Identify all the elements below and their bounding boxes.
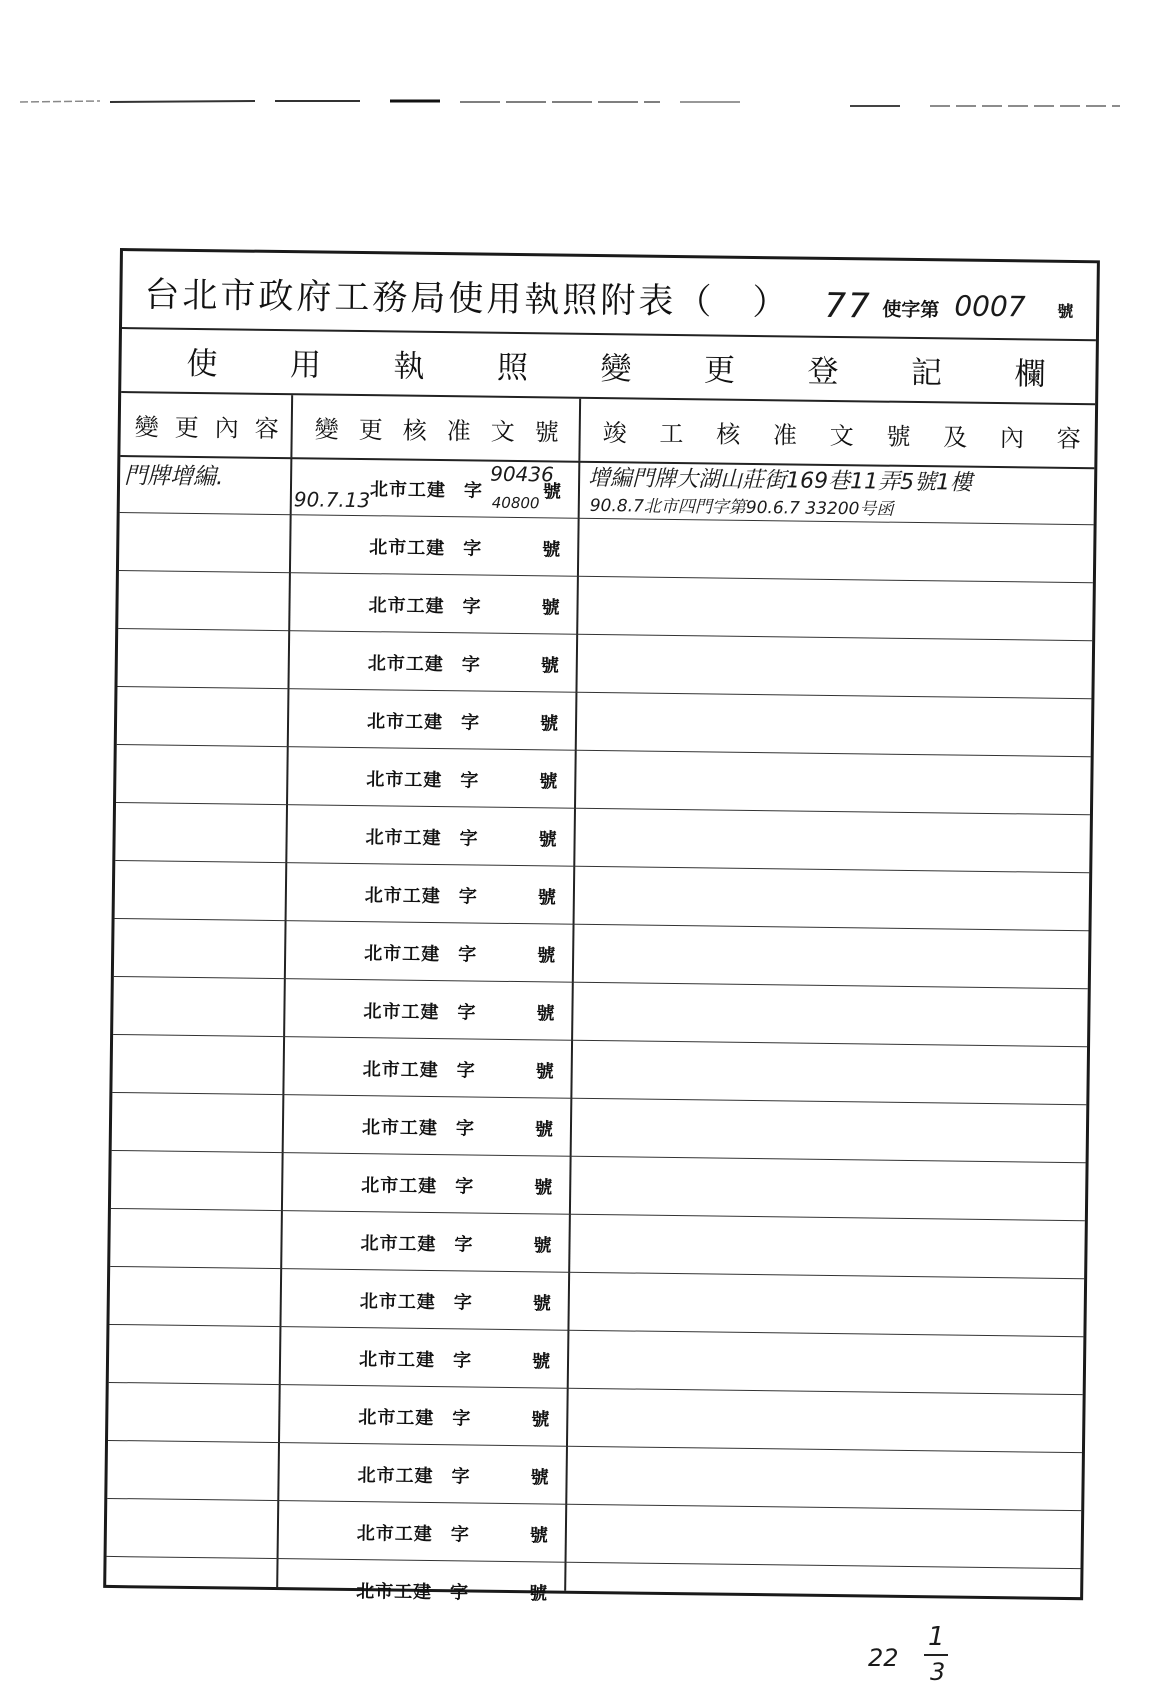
page-fraction-bottom: 3 xyxy=(930,1658,946,1686)
approval-zi: 字 xyxy=(452,1408,471,1430)
approval-prefix: 北市工建 xyxy=(368,595,445,618)
col-header-change xyxy=(120,393,293,457)
completion-cell xyxy=(570,1389,1079,1453)
approval-zi: 字 xyxy=(461,654,480,676)
approval-prefix: 北市工建 xyxy=(357,1465,434,1488)
col-header-char: 變 xyxy=(134,412,159,441)
subtitle-char: 登 xyxy=(807,353,839,390)
approval-hao: 號 xyxy=(534,1177,553,1199)
approval-prefix: 北市工建 xyxy=(366,711,444,734)
scan-top-lines xyxy=(0,98,1152,108)
approval-zi: 字 xyxy=(457,1002,476,1024)
approval-hao: 號 xyxy=(539,771,558,793)
approval-zi: 字 xyxy=(462,596,481,618)
approval-prefix: 北市工建 xyxy=(362,1059,439,1082)
approval-zi: 字 xyxy=(456,1060,475,1082)
approval-prefix: 北市工建 xyxy=(360,1233,437,1256)
approval-prefix: 北市工建 xyxy=(356,1523,433,1546)
approval-cell xyxy=(291,515,578,577)
approval-cell xyxy=(284,1095,571,1157)
col-header-char: 及 xyxy=(943,422,968,452)
col-header-char: 內 xyxy=(999,423,1025,452)
approval-prefix: 北市工建 xyxy=(365,827,442,850)
page-number: 22 xyxy=(868,1644,899,1672)
approval-hao: 號 xyxy=(539,713,559,735)
col-header-approval xyxy=(292,395,581,461)
approval-prefix: 北市工建 xyxy=(366,769,443,792)
approval-cell xyxy=(287,863,574,925)
completion-cell xyxy=(569,1447,1078,1511)
approval-zi: 字 xyxy=(458,944,477,966)
col-header-char: 號 xyxy=(534,417,559,447)
approval-cell xyxy=(282,1211,569,1273)
approval-cell xyxy=(278,1559,565,1621)
approval-cell xyxy=(285,979,572,1041)
approval-zi: 字 xyxy=(460,770,479,792)
approval-hao: 號 xyxy=(537,945,556,967)
completion-cell xyxy=(581,519,1090,583)
completion-line-2: 90.8.7北市四門字第90.6.7 33200号函 xyxy=(589,495,894,520)
approval-cell xyxy=(292,457,579,519)
approval-prefix: 北市工建 xyxy=(361,1175,438,1198)
subtitle-char: 記 xyxy=(910,354,943,391)
completion-cell xyxy=(568,1563,1077,1627)
completion-cell xyxy=(579,693,1088,757)
approval-cell xyxy=(289,631,576,693)
approval-hao: 號 xyxy=(542,539,561,561)
completion-cell xyxy=(576,925,1085,989)
approval-date: 90.7.13 xyxy=(293,487,371,513)
approval-hao: 號 xyxy=(529,1525,548,1547)
completion-cell xyxy=(573,1157,1082,1221)
approval-hao: 號 xyxy=(532,1293,551,1315)
table-body xyxy=(106,455,1094,1605)
approval-cell xyxy=(290,573,577,635)
approval-cell xyxy=(280,1385,567,1447)
col-header-char: 文 xyxy=(829,421,854,450)
completion-line-1: 增編門牌大湖山莊街169巷11弄5號1樓 xyxy=(587,465,973,496)
approval-hao: 號 xyxy=(541,597,560,619)
approval-prefix: 北市工建 xyxy=(369,479,447,502)
col-header-char: 核 xyxy=(716,420,741,449)
col-header-char: 竣 xyxy=(602,418,627,447)
approval-cell xyxy=(283,1153,570,1215)
subtitle-row xyxy=(121,327,1096,405)
subtitle-char: 使 xyxy=(186,345,218,382)
approval-cell xyxy=(279,1443,566,1505)
approval-cell xyxy=(281,1327,568,1389)
completion-cell xyxy=(580,577,1089,641)
subtitle-char: 欄 xyxy=(1014,355,1046,393)
approval-hao: 號 xyxy=(542,481,562,503)
approval-hao: 號 xyxy=(530,1467,549,1489)
completion-cell xyxy=(582,461,1091,525)
permit-suffix: 號 xyxy=(1057,301,1074,321)
approval-cell xyxy=(288,747,575,809)
approval-zi: 字 xyxy=(455,1118,475,1140)
col-header-char: 號 xyxy=(886,422,911,451)
approval-number-top: 90436 xyxy=(490,461,554,487)
page-fraction-top: 1 xyxy=(928,1622,945,1652)
approval-hao: 號 xyxy=(533,1235,552,1257)
completion-cell xyxy=(577,809,1086,873)
approval-prefix: 北市工建 xyxy=(358,1407,435,1430)
subtitle-char: 執 xyxy=(393,347,425,385)
col-header-char: 容 xyxy=(254,414,279,443)
page-fraction-bar xyxy=(924,1654,948,1656)
col-header-char: 變 xyxy=(314,414,339,444)
permit-number: 0007 xyxy=(954,289,1026,324)
approval-hao: 號 xyxy=(531,1351,551,1373)
approval-prefix: 北市工建 xyxy=(356,1581,433,1604)
change-content: 門牌增編. xyxy=(123,463,224,491)
approval-prefix: 北市工建 xyxy=(361,1117,439,1140)
approval-cell xyxy=(287,805,574,867)
subtitle-char: 照 xyxy=(496,349,529,386)
approval-zi: 字 xyxy=(463,538,482,560)
approval-zi: 字 xyxy=(450,1524,469,1546)
completion-cell xyxy=(569,1505,1078,1569)
col-header-char: 容 xyxy=(1056,424,1081,453)
approval-hao: 號 xyxy=(531,1409,550,1431)
approval-cell xyxy=(284,1037,571,1099)
approval-hao: 號 xyxy=(534,1119,554,1141)
approval-prefix: 北市工建 xyxy=(369,537,446,560)
col-header-char: 更 xyxy=(358,415,383,444)
form-title: 台北市政府工務局使用執照附表（ ） xyxy=(144,275,791,324)
approval-hao: 號 xyxy=(538,829,557,851)
completion-cell xyxy=(575,983,1084,1047)
approval-cell xyxy=(286,921,573,983)
approval-zi: 字 xyxy=(451,1466,470,1488)
approval-zi: 字 xyxy=(454,1234,473,1256)
completion-cell xyxy=(578,751,1087,815)
col-header-char: 內 xyxy=(214,413,239,443)
approval-zi: 字 xyxy=(463,480,483,502)
completion-cell xyxy=(572,1215,1081,1279)
col-header-completion xyxy=(580,399,1095,467)
approval-prefix: 北市工建 xyxy=(358,1349,436,1372)
approval-zi: 字 xyxy=(449,1582,469,1604)
col-header-char: 文 xyxy=(490,417,515,446)
completion-cell xyxy=(579,635,1088,699)
approval-zi: 字 xyxy=(459,828,478,850)
approval-hao: 號 xyxy=(540,655,559,677)
approval-cell xyxy=(279,1501,566,1563)
approval-prefix: 北市工建 xyxy=(364,885,442,908)
approval-number-bottom: 40800 xyxy=(491,493,540,513)
approval-zi: 字 xyxy=(453,1292,472,1314)
col-header-char: 准 xyxy=(772,420,798,450)
approval-prefix: 北市工建 xyxy=(364,943,441,966)
approval-hao: 號 xyxy=(535,1061,554,1083)
col-header-char: 核 xyxy=(402,416,427,445)
approval-zi: 字 xyxy=(455,1176,474,1198)
col-header-char: 更 xyxy=(174,413,199,442)
table-row xyxy=(106,1557,1081,1627)
approval-zi: 字 xyxy=(460,712,480,734)
col-header-char: 工 xyxy=(659,419,684,448)
completion-cell xyxy=(571,1331,1080,1395)
completion-cell xyxy=(571,1273,1080,1337)
permit-number-block xyxy=(812,285,1092,334)
title-row xyxy=(122,251,1097,341)
approval-zi: 字 xyxy=(452,1350,472,1372)
col-header-char: 准 xyxy=(446,416,471,445)
approval-zi: 字 xyxy=(458,886,478,908)
subtitle-char: 用 xyxy=(289,346,322,384)
permit-volume: 77 xyxy=(824,285,872,327)
approval-hao: 號 xyxy=(536,1003,555,1025)
subtitle-char: 更 xyxy=(703,351,736,389)
approval-prefix: 北市工建 xyxy=(367,653,444,676)
permit-form xyxy=(103,248,1100,1605)
completion-cell xyxy=(574,1099,1083,1163)
approval-prefix: 北市工建 xyxy=(359,1291,436,1314)
approval-prefix: 北市工建 xyxy=(363,1001,440,1024)
approval-cell xyxy=(289,689,576,751)
permit-label: 使字第 xyxy=(882,298,940,322)
completion-cell xyxy=(574,1041,1083,1105)
approval-hao: 號 xyxy=(528,1583,548,1605)
approval-cell xyxy=(281,1269,568,1331)
approval-hao: 號 xyxy=(537,887,556,909)
subtitle-char: 變 xyxy=(600,350,632,387)
completion-cell xyxy=(577,867,1086,931)
page-mark xyxy=(868,1622,968,1692)
